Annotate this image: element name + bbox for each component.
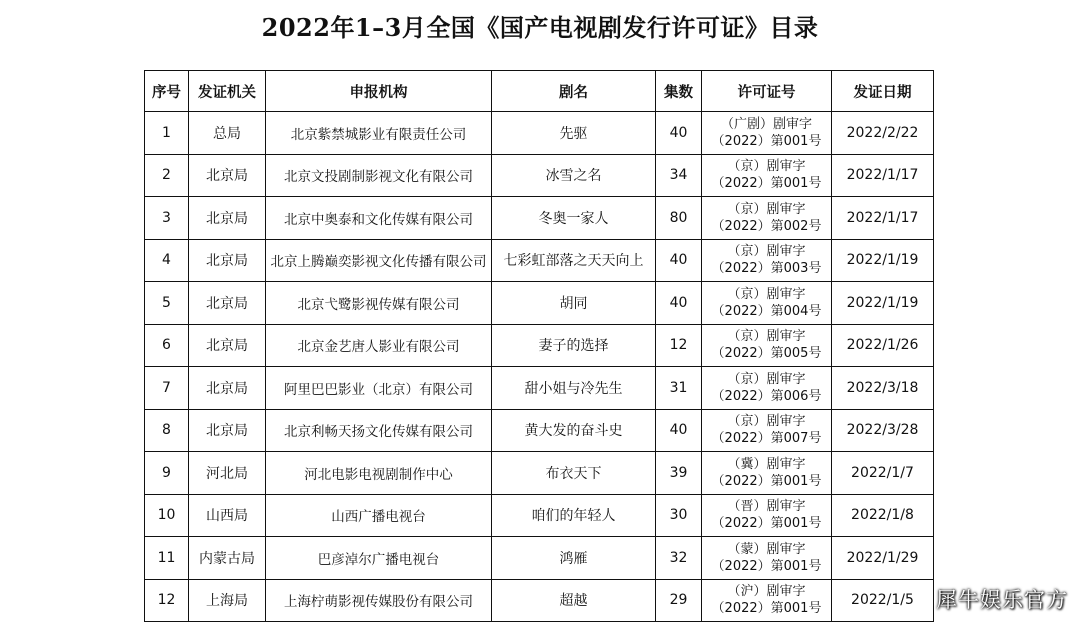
license-line: （冀）剧审字 [727,456,806,472]
license-line: （2022）第001号 [711,558,822,574]
cell-license [702,239,832,282]
cell-date: 2022/3/28 [832,409,934,452]
cell-license [702,409,832,452]
cell-no: 2 [145,154,189,197]
cell-episodes: 40 [656,112,702,155]
license-line: （广剧）剧审字 [720,116,812,132]
license-line: （京）剧审字 [727,159,806,175]
cell-episodes: 40 [656,282,702,325]
cell-episodes: 80 [656,197,702,240]
cell-date: 2022/1/29 [832,537,934,580]
cell-episodes: 40 [656,239,702,282]
cell-episodes: 31 [656,367,702,410]
cell-applicant: 巴彦淖尔广播电视台 [266,537,492,580]
cell-no: 8 [145,409,189,452]
license-line: （京）剧审字 [727,286,806,302]
cell-drama: 超越 [492,579,656,622]
cell-drama: 冬奥一家人 [492,197,656,240]
license-line: （2022）第002号 [711,218,822,234]
cell-episodes: 12 [656,324,702,367]
license-line: （京）剧审字 [727,371,806,387]
cell-license [702,537,832,580]
license-line: （2022）第004号 [711,303,822,319]
license-line: （2022）第006号 [711,388,822,404]
license-line: （2022）第005号 [711,346,822,362]
header-drama: 剧名 [492,71,656,112]
cell-license [702,367,832,410]
table-header-row [145,71,934,112]
cell-drama: 先驱 [492,112,656,155]
cell-date: 2022/1/7 [832,452,934,495]
license-line: （京）剧审字 [727,414,806,430]
cell-drama: 冰雪之名 [492,154,656,197]
table-row [145,537,934,580]
table-row [145,197,934,240]
license-line: （蒙）剧审字 [727,541,806,557]
table-row [145,579,934,622]
cell-license [702,452,832,495]
header-episodes: 集数 [656,71,702,112]
table-row [145,367,934,410]
header-issuer: 发证机关 [189,71,266,112]
cell-drama: 黄大发的奋斗史 [492,409,656,452]
license-table [144,70,934,622]
table-row [145,409,934,452]
cell-applicant: 北京上腾巅奕影视文化传播有限公司 [266,239,492,282]
header-applicant: 申报机构 [266,71,492,112]
cell-no: 11 [145,537,189,580]
cell-applicant: 北京中奥泰和文化传媒有限公司 [266,197,492,240]
cell-issuer: 内蒙古局 [189,537,266,580]
cell-issuer: 山西局 [189,494,266,537]
license-line: （2022）第001号 [711,473,822,489]
cell-no: 12 [145,579,189,622]
cell-issuer: 北京局 [189,367,266,410]
cell-date: 2022/1/5 [832,579,934,622]
cell-license [702,154,832,197]
cell-applicant: 上海柠萌影视传媒股份有限公司 [266,579,492,622]
table-row [145,154,934,197]
cell-drama: 鸿雁 [492,537,656,580]
cell-issuer: 北京局 [189,154,266,197]
cell-no: 3 [145,197,189,240]
cell-drama: 甜小姐与冷先生 [492,367,656,410]
cell-drama: 布衣天下 [492,452,656,495]
cell-no: 4 [145,239,189,282]
header-date: 发证日期 [832,71,934,112]
cell-issuer: 北京局 [189,197,266,240]
cell-no: 10 [145,494,189,537]
cell-no: 1 [145,112,189,155]
license-line: （2022）第001号 [711,516,822,532]
cell-episodes: 40 [656,409,702,452]
cell-issuer: 北京局 [189,324,266,367]
cell-date: 2022/1/19 [832,239,934,282]
license-line: （2022）第001号 [711,601,822,617]
cell-license [702,494,832,537]
license-line: （2022）第007号 [711,431,822,447]
cell-applicant: 山西广播电视台 [266,494,492,537]
cell-no: 7 [145,367,189,410]
cell-issuer: 北京局 [189,409,266,452]
cell-date: 2022/1/26 [832,324,934,367]
license-line: （2022）第001号 [711,133,822,149]
cell-no: 6 [145,324,189,367]
cell-applicant: 河北电影电视剧制作中心 [266,452,492,495]
cell-applicant: 阿里巴巴影业（北京）有限公司 [266,367,492,410]
header-no: 序号 [145,71,189,112]
cell-date: 2022/1/19 [832,282,934,325]
cell-episodes: 39 [656,452,702,495]
table-row [145,494,934,537]
license-line: （京）剧审字 [727,244,806,260]
cell-license [702,579,832,622]
cell-drama: 七彩虹部落之天天向上 [492,239,656,282]
license-line: （沪）剧审字 [727,584,806,600]
cell-drama: 咱们的年轻人 [492,494,656,537]
cell-date: 2022/1/17 [832,154,934,197]
cell-date: 2022/1/8 [832,494,934,537]
cell-issuer: 北京局 [189,239,266,282]
table-row [145,452,934,495]
cell-issuer: 总局 [189,112,266,155]
cell-applicant: 北京紫禁城影业有限责任公司 [266,112,492,155]
cell-drama: 胡同 [492,282,656,325]
cell-applicant: 北京文投剧制影视文化有限公司 [266,154,492,197]
cell-date: 2022/2/22 [832,112,934,155]
cell-no: 9 [145,452,189,495]
cell-license [702,282,832,325]
cell-episodes: 32 [656,537,702,580]
cell-episodes: 34 [656,154,702,197]
table-row [145,112,934,155]
cell-license [702,324,832,367]
license-line: （晋）剧审字 [727,499,806,515]
cell-date: 2022/1/17 [832,197,934,240]
cell-license [702,197,832,240]
cell-drama: 妻子的选择 [492,324,656,367]
license-line: （2022）第003号 [711,261,822,277]
table-row [145,324,934,367]
license-line: （京）剧审字 [727,201,806,217]
cell-license [702,112,832,155]
table-row [145,282,934,325]
table-row [145,239,934,282]
cell-applicant: 北京金艺唐人影业有限公司 [266,324,492,367]
cell-issuer: 河北局 [189,452,266,495]
header-license: 许可证号 [702,71,832,112]
cell-issuer: 北京局 [189,282,266,325]
cell-episodes: 29 [656,579,702,622]
watermark-text: 犀牛娱乐官方 [936,588,1068,612]
license-line: （2022）第001号 [711,176,822,192]
cell-issuer: 上海局 [189,579,266,622]
cell-applicant: 北京利畅天扬文化传媒有限公司 [266,409,492,452]
document-title: 2022年1–3月全国《国产电视剧发行许可证》目录 [261,13,819,42]
cell-applicant: 北京弋鹭影视传媒有限公司 [266,282,492,325]
cell-date: 2022/3/18 [832,367,934,410]
license-line: （京）剧审字 [727,329,806,345]
cell-episodes: 30 [656,494,702,537]
cell-no: 5 [145,282,189,325]
